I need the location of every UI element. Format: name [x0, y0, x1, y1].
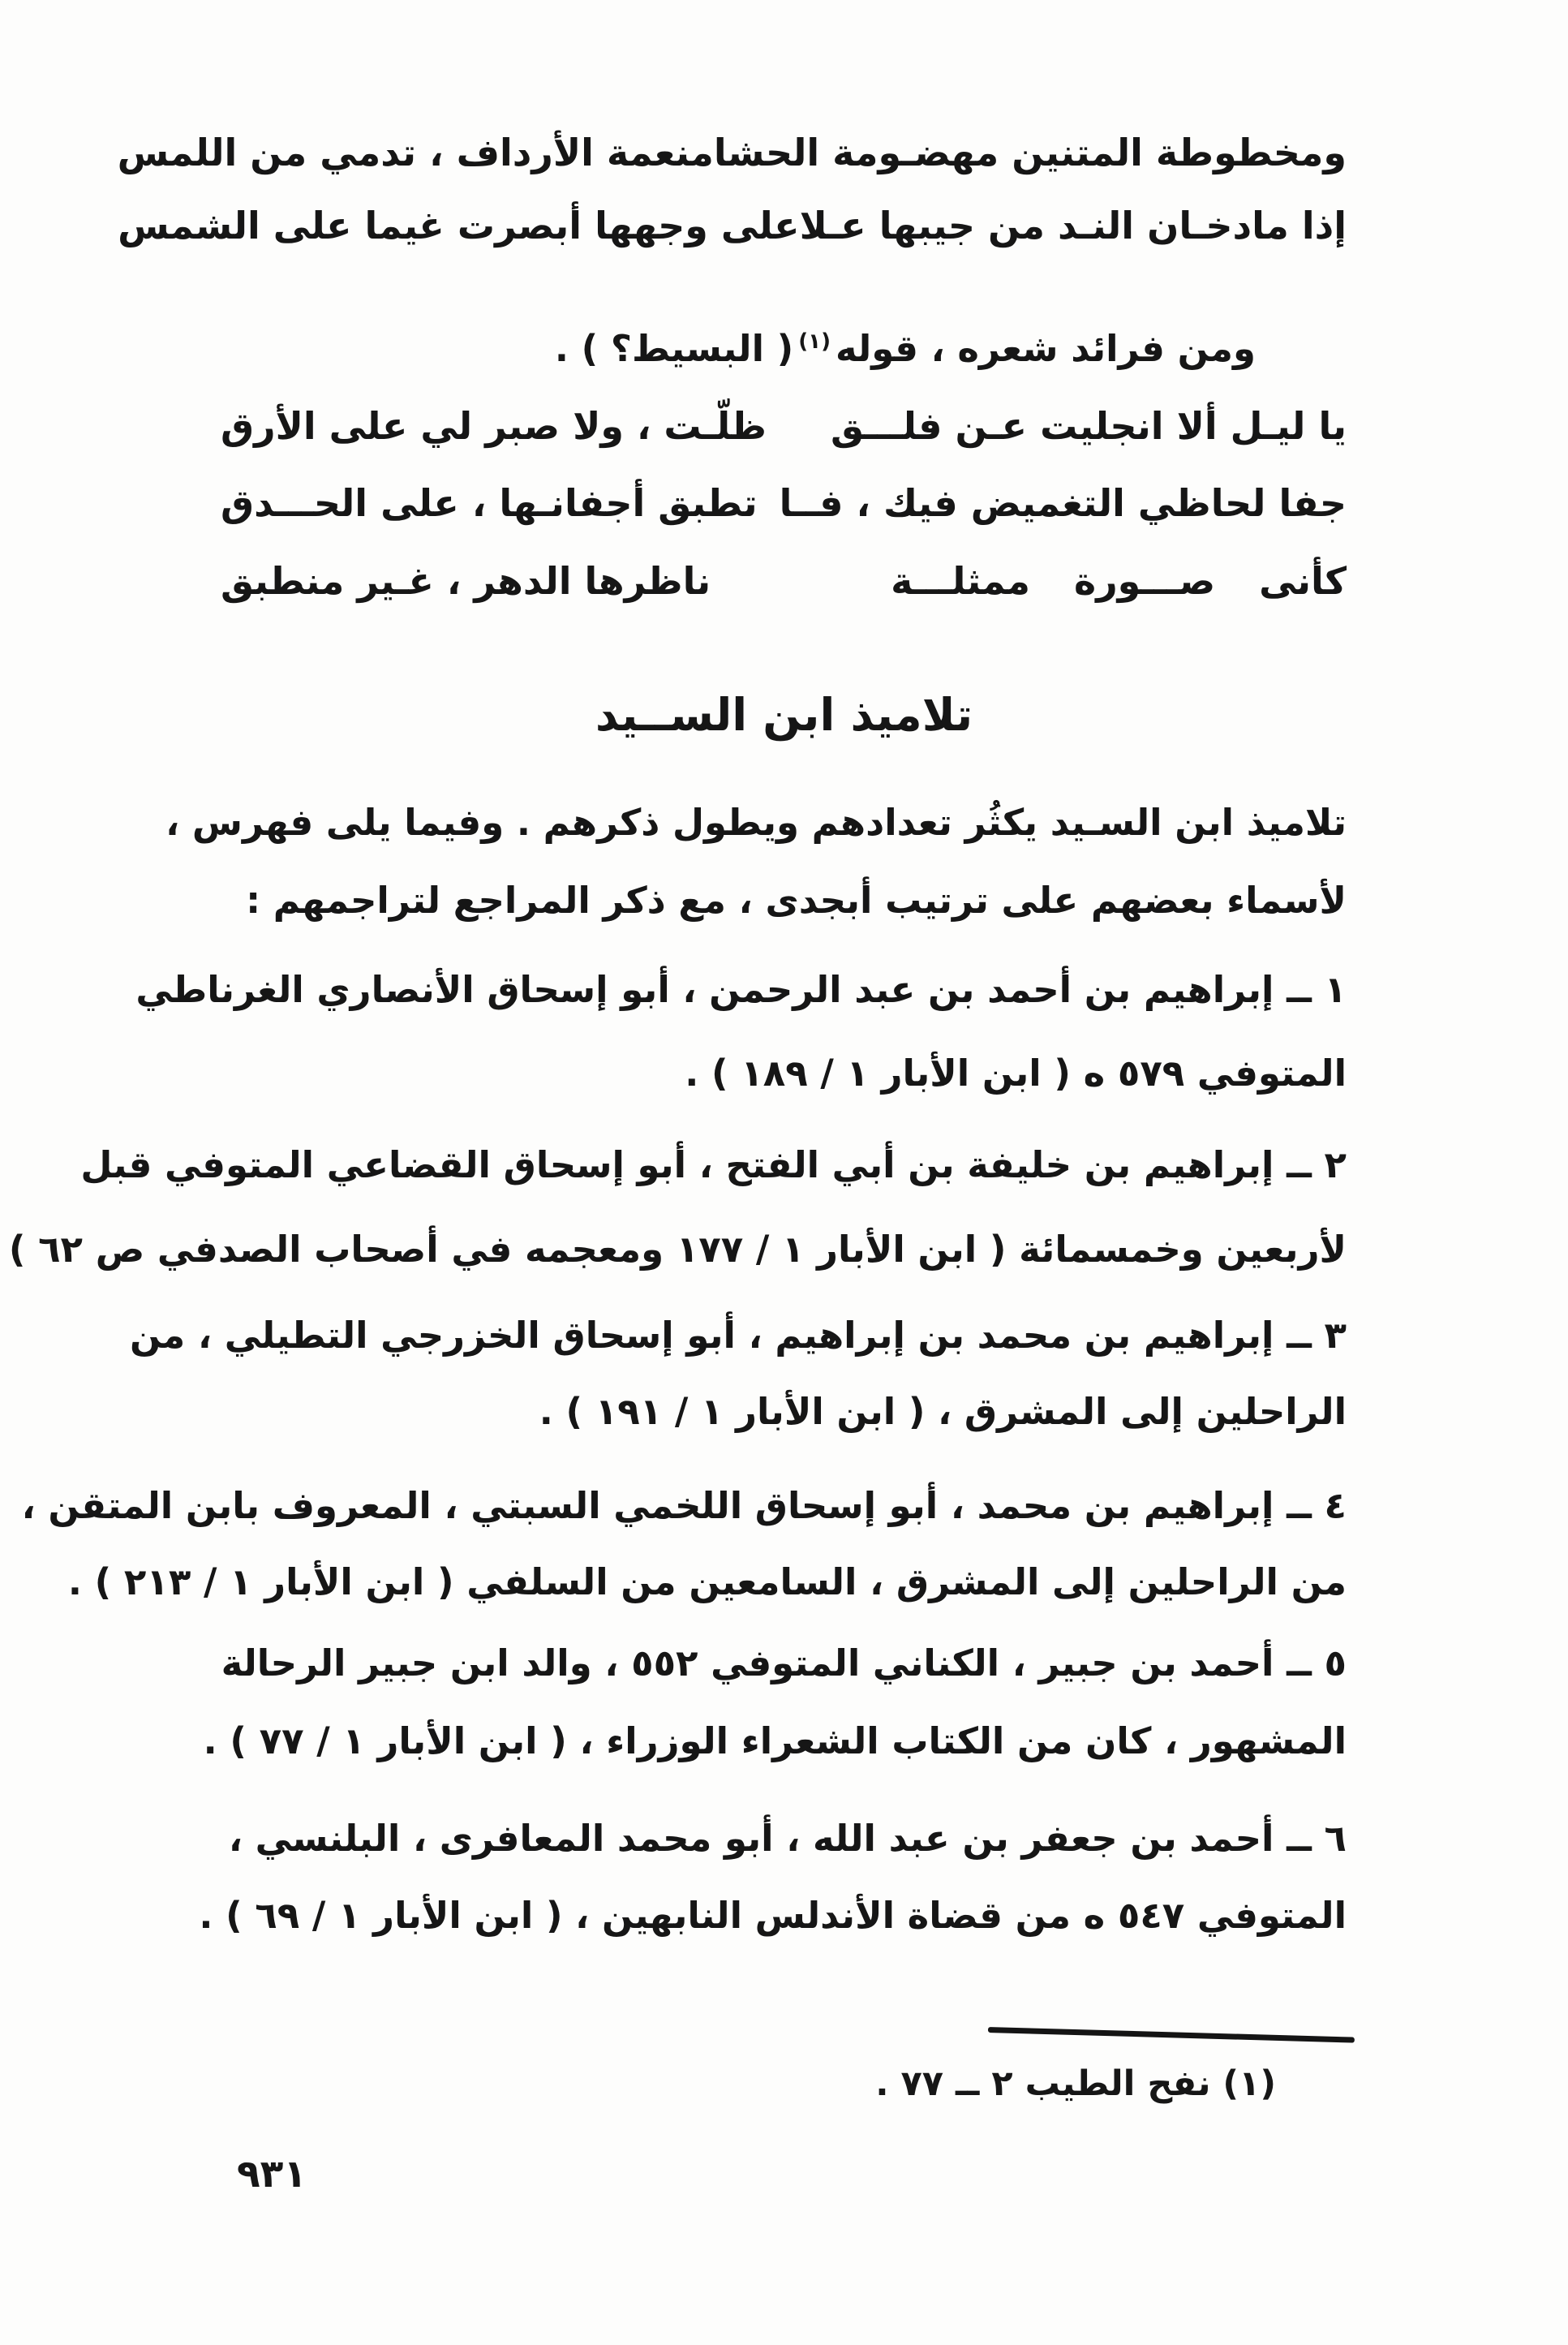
- entry-6-line2: المتوفي ٥٤٧ ه من قضاة الأندلس النابهين ، ( ابن الأبار ١ / ٦٩ ) .: [199, 1894, 1347, 1937]
- entry-1-line1: ١ ــ إبراهيم بن أحمد بن عبد الرحمن ، أبو إسحاق الأنصاري الغرناطي: [135, 968, 1347, 1011]
- entry-5-line2: المشهور ، كان من الكتاب الشعراء الوزراء ، ( ابن الأبار ١ / ٧٧ ) .: [203, 1719, 1347, 1762]
- poem2-line2-right-hemistich: جفا لحاظي التغميض فيك ، فــا: [779, 481, 1347, 525]
- poem1-line2-right-hemistich: إذا مادخـان النـد من جيبها عـلا: [799, 204, 1347, 247]
- entry-4-line2: من الراحلين إلى المشرق ، السامعين من السلفي ( ابن الأبار ١ / ٢١٣ ) .: [67, 1560, 1347, 1603]
- poem2-line1: [221, 403, 1347, 450]
- section-intro-line2: لأسماء بعضهم على ترتيب أبجدى ، مع ذكر المراجع لتراجمهم :: [246, 879, 1347, 922]
- poem2-line3: [221, 558, 1347, 605]
- entry-2-line1: ٢ ــ إبراهيم بن خليفة بن أبي الفتح ، أبو إسحاق القضاعي المتوفي قبل: [80, 1143, 1347, 1186]
- section-intro-line1: تلاميذ ابن السـيد يكثُر تعدادهم ويطول ذكرهم . وفيما يلى فهرس ،: [165, 801, 1347, 844]
- poem2-line2: [221, 480, 1347, 527]
- poem2-line3-right-hemistich: كأنى صـــورة ممثلـــة: [891, 559, 1347, 603]
- section-heading: تلاميذ ابن الســيد: [595, 689, 973, 741]
- prose-intro-text: ومن فرائد شعره ، قوله: [836, 327, 1256, 370]
- entry-5-line1: ٥ ــ أحمد بن جبير ، الكناني المتوفي ٥٥٢ ، والد ابن جبير الرحالة: [221, 1642, 1347, 1685]
- prose-intro-line: [555, 326, 1256, 372]
- prose-intro-meter: ( البسيط؟ ) .: [554, 327, 794, 370]
- poem1-line2-left-hemistich: على وجهها أبصرت غيما على الشمس: [118, 204, 800, 247]
- page-number: ٩٣١: [237, 2152, 307, 2197]
- entry-3-line1: ٣ ــ إبراهيم بن محمد بن إبراهيم ، أبو إسحاق الخزرجي التطيلي ، من: [129, 1314, 1347, 1357]
- poem1-line1-right-hemistich: ومخطوطة المتنين مهضـومة الحشا: [713, 131, 1347, 174]
- poem2-line1-left-hemistich: ظلّـت ، ولا صبر لي على الأرق: [221, 404, 767, 448]
- footnote-reference-marker: (١): [798, 329, 831, 354]
- entry-3-line2: الراحلين إلى المشرق ، ( ابن الأبار ١ / ١٩١ ) .: [539, 1390, 1347, 1433]
- poem1-line2: [118, 203, 1347, 250]
- poem1-line1: [117, 130, 1347, 177]
- entry-6-line1: ٦ ــ أحمد بن جعفر بن عبد الله ، أبو محمد المعافرى ، البلنسي ،: [228, 1817, 1347, 1860]
- poem2-line2-left-hemistich: تطبق أجفانـها ، على الحـــدق: [221, 481, 758, 525]
- footnote-separator-rule: [988, 2027, 1355, 2043]
- entry-2-line2: لأربعين وخمسمائة ( ابن الأبار ١ / ١٧٧ ومعجمه في أصحاب الصدفي ص ٦٢ ): [8, 1228, 1347, 1271]
- poem2-line1-right-hemistich: يا ليـل ألا انجليت عـن فلـــق: [831, 404, 1347, 448]
- entry-1-line2: المتوفي ٥٧٩ ه ( ابن الأبار ١ / ١٨٩ ) .: [685, 1052, 1347, 1095]
- poem2-line3-left-hemistich: ناظرها الدهر ، غـير منطبق: [221, 559, 711, 603]
- entry-4-line1: ٤ ــ إبراهيم بن محمد ، أبو إسحاق اللخمي السبتي ، المعروف بابن المتقن ،: [21, 1484, 1347, 1527]
- footnote-text: (١) نفح الطيب ٢ ــ ٧٧ .: [875, 2063, 1276, 2104]
- poem1-line1-left-hemistich: منعمة الأرداف ، تدمي من اللمس: [117, 131, 714, 174]
